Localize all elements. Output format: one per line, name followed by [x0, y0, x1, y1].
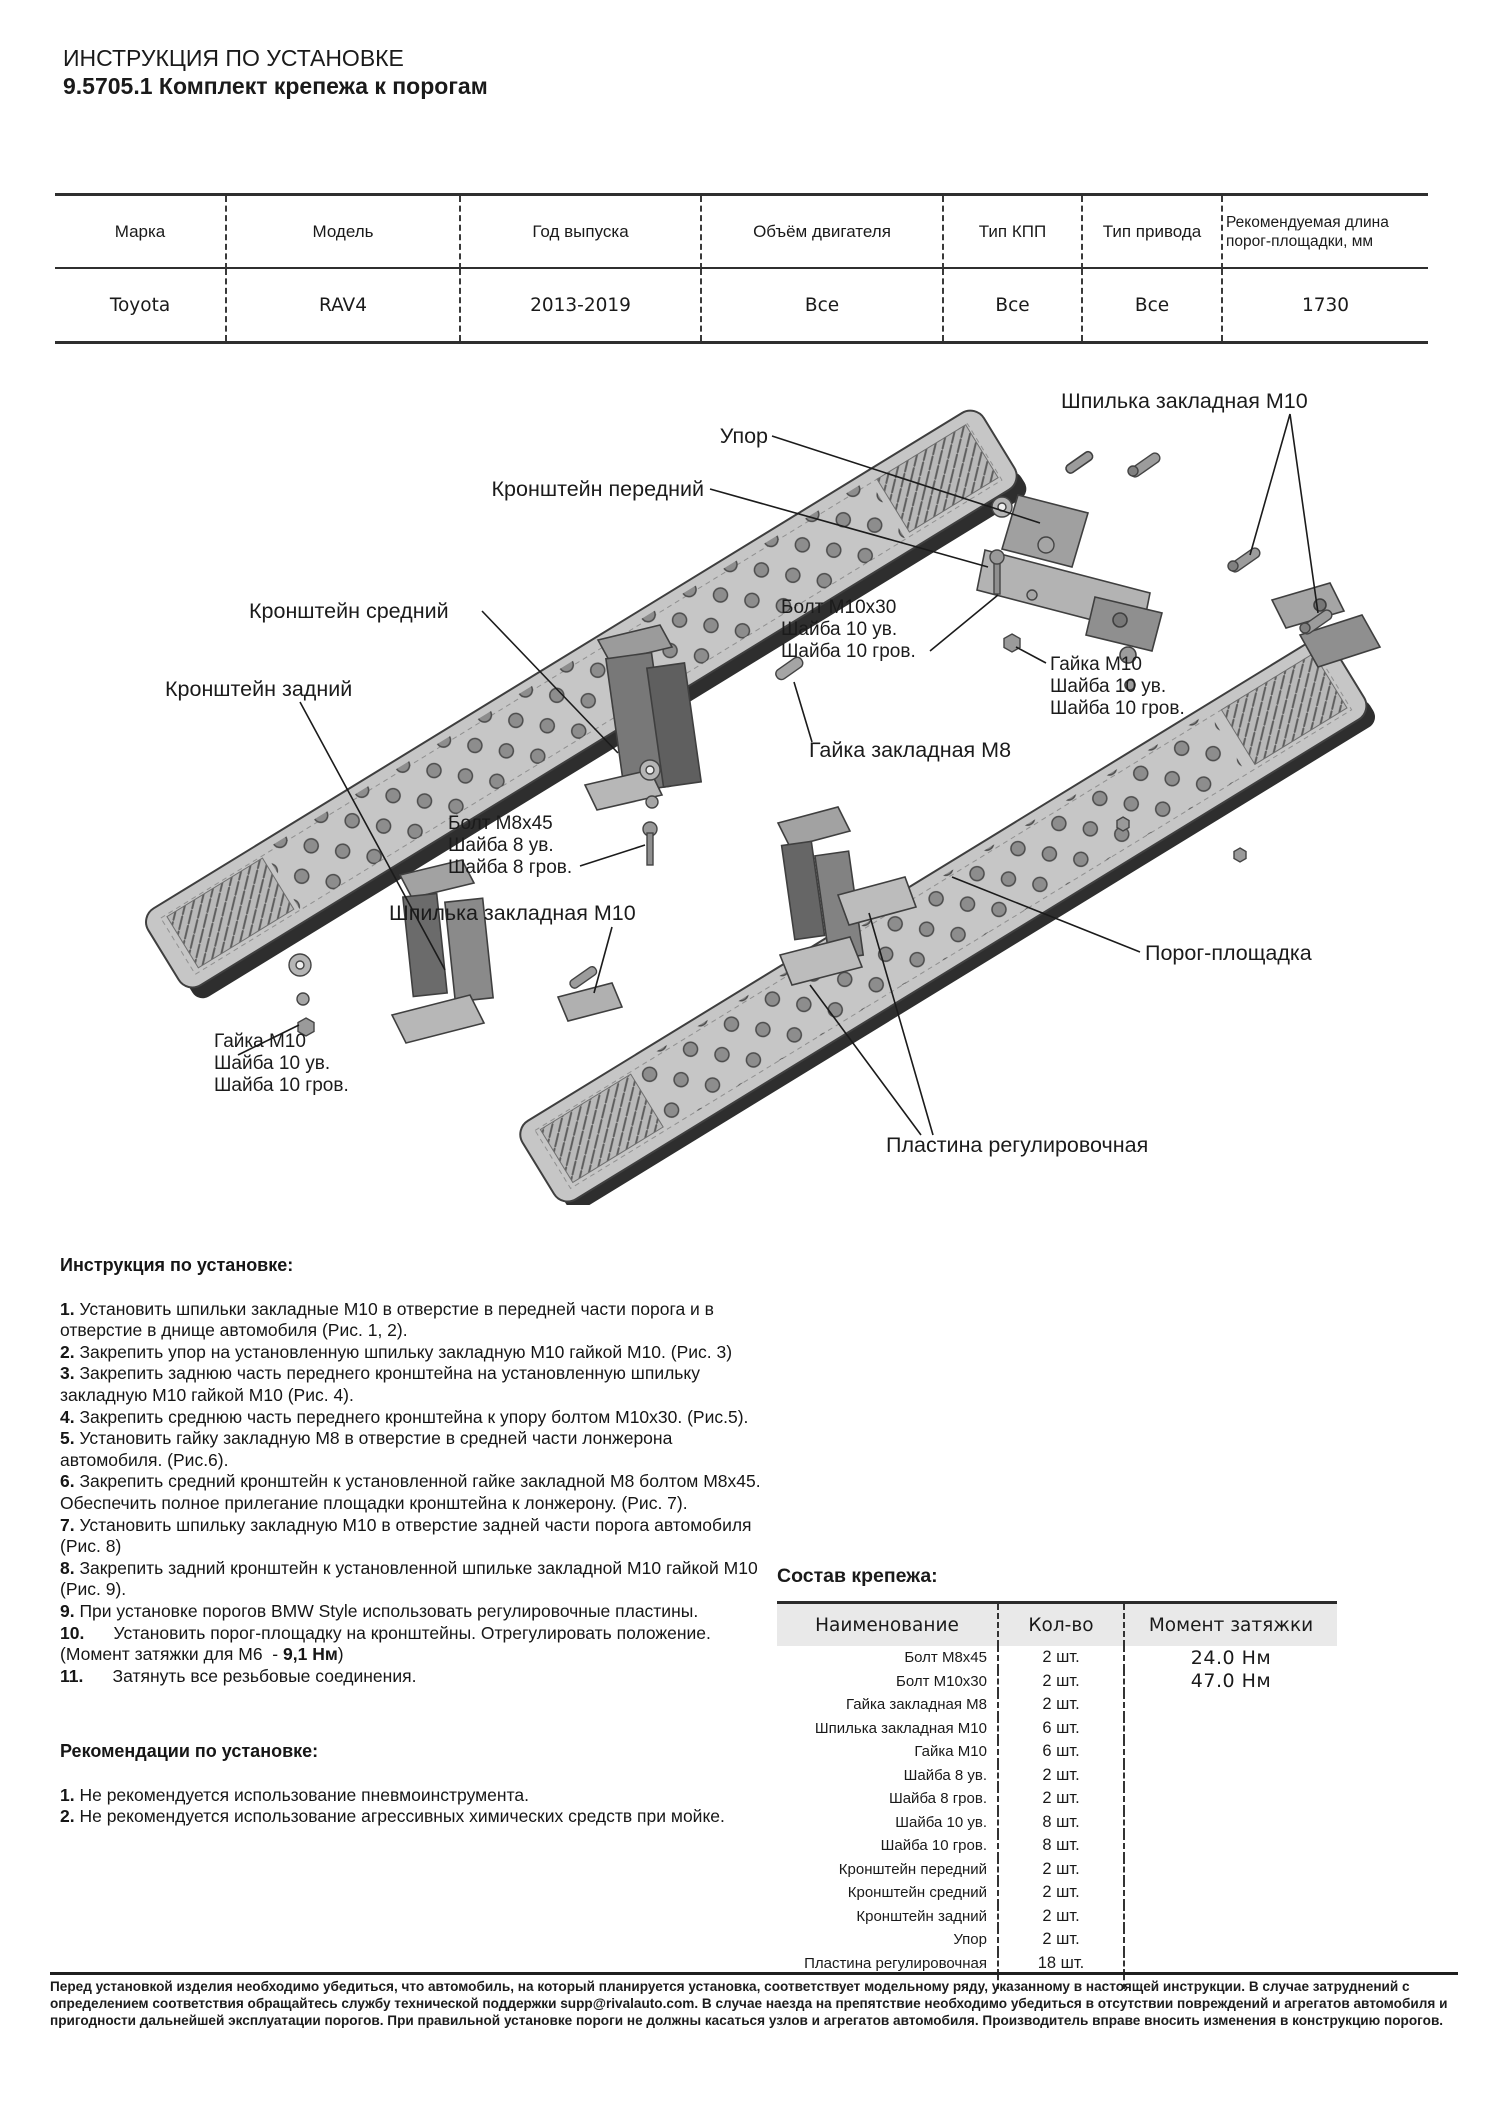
list-item: 2. Закрепить упор на установленную шпильку закладную М10 гайкой М10. (Рис. 3)	[60, 1341, 733, 1362]
parts-heading: Состав крепежа:	[777, 1565, 938, 1587]
label-bracket-rear: Кронштейн задний	[165, 677, 353, 701]
label-nut-left-1: Гайка М10	[214, 1031, 306, 1052]
list-item: 2. Не рекомендуется использование агрессивных химических средств при мойке.	[60, 1806, 725, 1827]
list-item: 3. Закрепить заднюю часть переднего кронштейна на установленную шпильку закладную М10 гайкой М10 (Рис. 4).	[60, 1363, 705, 1405]
parts-col-qty: Кол-во	[997, 1604, 1123, 1646]
list-item: 5. Установить гайку закладную М8 в отверстие в средней части лонжерона автомобиля. (Рис.6).	[60, 1428, 678, 1470]
parts-row: Шайба 10 гров. 8 шт.	[777, 1834, 1337, 1858]
vehicle-cell: Все	[700, 269, 942, 341]
label-nut-anchor: Гайка закладная М8	[809, 738, 1012, 762]
rear-bracket	[392, 860, 493, 1043]
list-item: 11. Затянуть все резьбовые соединения.	[60, 1665, 417, 1686]
parts-row: Шайба 8 гров. 2 шт.	[777, 1787, 1337, 1811]
list-item: 1. Не рекомендуется использование пневмоинструмента.	[60, 1784, 529, 1805]
label-bolt-m10-2: Шайба 10 ув.	[781, 619, 898, 640]
parts-row: Гайка М10 6 шт.	[777, 1740, 1337, 1764]
parts-list	[777, 1565, 1337, 1989]
leader-stud-top	[1250, 414, 1318, 613]
list-item: 8. Закрепить задний кронштейн к установленной шпильке закладной М10 гайкой М10 (Рис. 9).	[60, 1557, 763, 1600]
instructions-heading: Инструкция по установке:	[60, 1255, 294, 1275]
leader-bolt-m10	[930, 595, 998, 651]
vehicle-cell: Все	[942, 269, 1081, 341]
list-item: 9. При установке порогов BMW Style использовать регулировочные пластины.	[60, 1600, 699, 1621]
parts-row: Шпилька закладная М10 6 шт.	[777, 1717, 1337, 1741]
label-bolt-m8-3: Шайба 8 гров.	[448, 857, 573, 878]
list-item: 10. Установить порог-площадку на кронштейны. Отрегулировать положение. (Момент затяжки для М6 - 9,1 Нм)	[60, 1622, 716, 1665]
recommendation-list	[60, 1785, 766, 1828]
vehicle-cell: RAV4	[225, 269, 459, 341]
parts-row: Шайба 8 ув. 2 шт.	[777, 1764, 1337, 1788]
vehicle-cell: 2013-2019	[459, 269, 700, 341]
vehicle-col-header: Рекомендуемая длина порог-площадки, мм	[1221, 196, 1428, 269]
parts-col-torque: Момент затяжки	[1123, 1604, 1337, 1646]
leader-nut-right	[1016, 647, 1046, 663]
parts-table-header	[777, 1604, 1337, 1646]
label-upor: Упор	[719, 424, 768, 448]
list-item: 1. Установить шпильки закладные М10 в отверстие в передней части порога и в отверстие в днище автомобиля (Рис. 1, 2).	[60, 1298, 719, 1341]
label-board: Порог-площадка	[1145, 941, 1312, 965]
label-bolt-m10-1: Болт М10х30	[781, 597, 897, 618]
leader-bolt-m8	[580, 845, 645, 866]
parts-row: Болт М8х45 2 шт. 24.0 Нм	[777, 1646, 1337, 1670]
vehicle-col-header: Тип привода	[1081, 196, 1221, 269]
parts-row: Пластина регулировочная 18 шт.	[777, 1952, 1337, 1976]
label-bracket-mid: Кронштейн средний	[249, 599, 449, 623]
label-nut-left-3: Шайба 10 гров.	[214, 1075, 349, 1096]
label-nut-right-2: Шайба 10 ув.	[1050, 676, 1167, 697]
doc-subtitle: 9.5705.1 Комплект крепежа к порогам	[63, 73, 488, 99]
parts-row: Упор 2 шт.	[777, 1928, 1337, 1952]
label-nut-right-3: Шайба 10 гров.	[1050, 698, 1185, 719]
installation-instructions	[60, 1255, 766, 1828]
label-bolt-m10-3: Шайба 10 гров.	[781, 641, 916, 662]
vehicle-col-header: Марка	[55, 196, 225, 269]
label-nut-left-2: Шайба 10 ув.	[214, 1053, 331, 1074]
leader-nut-anchor	[794, 682, 812, 742]
label-bracket-front: Кронштейн передний	[491, 477, 704, 501]
label-bolt-m8-1: Болт М8х45	[448, 813, 553, 834]
instruction-list	[60, 1299, 766, 1688]
parts-row: Кронштейн передний 2 шт.	[777, 1858, 1337, 1882]
vehicle-cell: Все	[1081, 269, 1221, 341]
recommendations-heading: Рекомендации по установке:	[60, 1741, 319, 1762]
label-plate: Пластина регулировочная	[886, 1133, 1149, 1157]
footer-text: Перед установкой изделия необходимо убедиться, что автомобиль, на который планируется установка, соответствует модельному ряду, указанному в настоящей инструкции. В случае затруднений с определением соответствия обращайтесь службу технической поддержки supp@rivalauto.com. В случае наезда на препятствие необходимо убедиться в отсутствии повреждений и агрегатов автомобиля и пригодности дальнейшей эксплуатации порогов. При правильной установке пороги не должны касаться узлов и агрегатов автомобиля. Производитель вправе вносить изменения в конструкцию порогов.	[50, 1979, 1448, 2028]
list-item: 4. Закрепить среднюю часть переднего кронштейна к упору болтом М10х30. (Рис.5).	[60, 1406, 749, 1427]
parts-row: Гайка закладная М8 2 шт.	[777, 1693, 1337, 1717]
parts-col-name: Наименование	[777, 1604, 997, 1646]
parts-row: Кронштейн задний 2 шт.	[777, 1905, 1337, 1929]
vehicle-col-header: Модель	[225, 196, 459, 269]
doc-title: ИНСТРУКЦИЯ ПО УСТАНОВКЕ	[63, 45, 404, 71]
vehicle-cell: 1730	[1221, 269, 1428, 341]
vehicle-table	[55, 193, 1428, 344]
label-stud-top: Шпилька закладная М10	[1061, 389, 1308, 413]
parts-table-body	[777, 1646, 1337, 1975]
label-bolt-m8-2: Шайба 8 ув.	[448, 835, 554, 856]
parts-diagram	[0, 355, 1500, 1205]
vehicle-cell: Toyota	[109, 294, 171, 316]
vehicle-col-header: Объём двигателя	[700, 196, 942, 269]
label-stud-bottom: Шпилька закладная М10	[389, 901, 636, 925]
label-nut-right-1: Гайка М10	[1050, 654, 1142, 675]
vehicle-col-header: Тип КПП	[942, 196, 1081, 269]
parts-table	[777, 1601, 1337, 1989]
parts-row: Шайба 10 ув. 8 шт.	[777, 1811, 1337, 1835]
vehicle-col-header: Год выпуска	[459, 196, 700, 269]
doc-header	[63, 44, 488, 100]
list-item: 6. Закрепить средний кронштейн к установленной гайке закладной М8 болтом М8х45. Обеспечить полное прилегание площадки кронштейна к лонжерону. (Рис. 7).	[60, 1471, 766, 1513]
footer-disclaimer	[50, 1972, 1458, 2030]
parts-row: Кронштейн средний 2 шт.	[777, 1881, 1337, 1905]
parts-row: Болт М10х30 2 шт. 47.0 Нм	[777, 1670, 1337, 1694]
list-item: 7. Установить шпильку закладную М10 в отверстие задней части порога автомобиля (Рис. 8)	[60, 1514, 757, 1557]
